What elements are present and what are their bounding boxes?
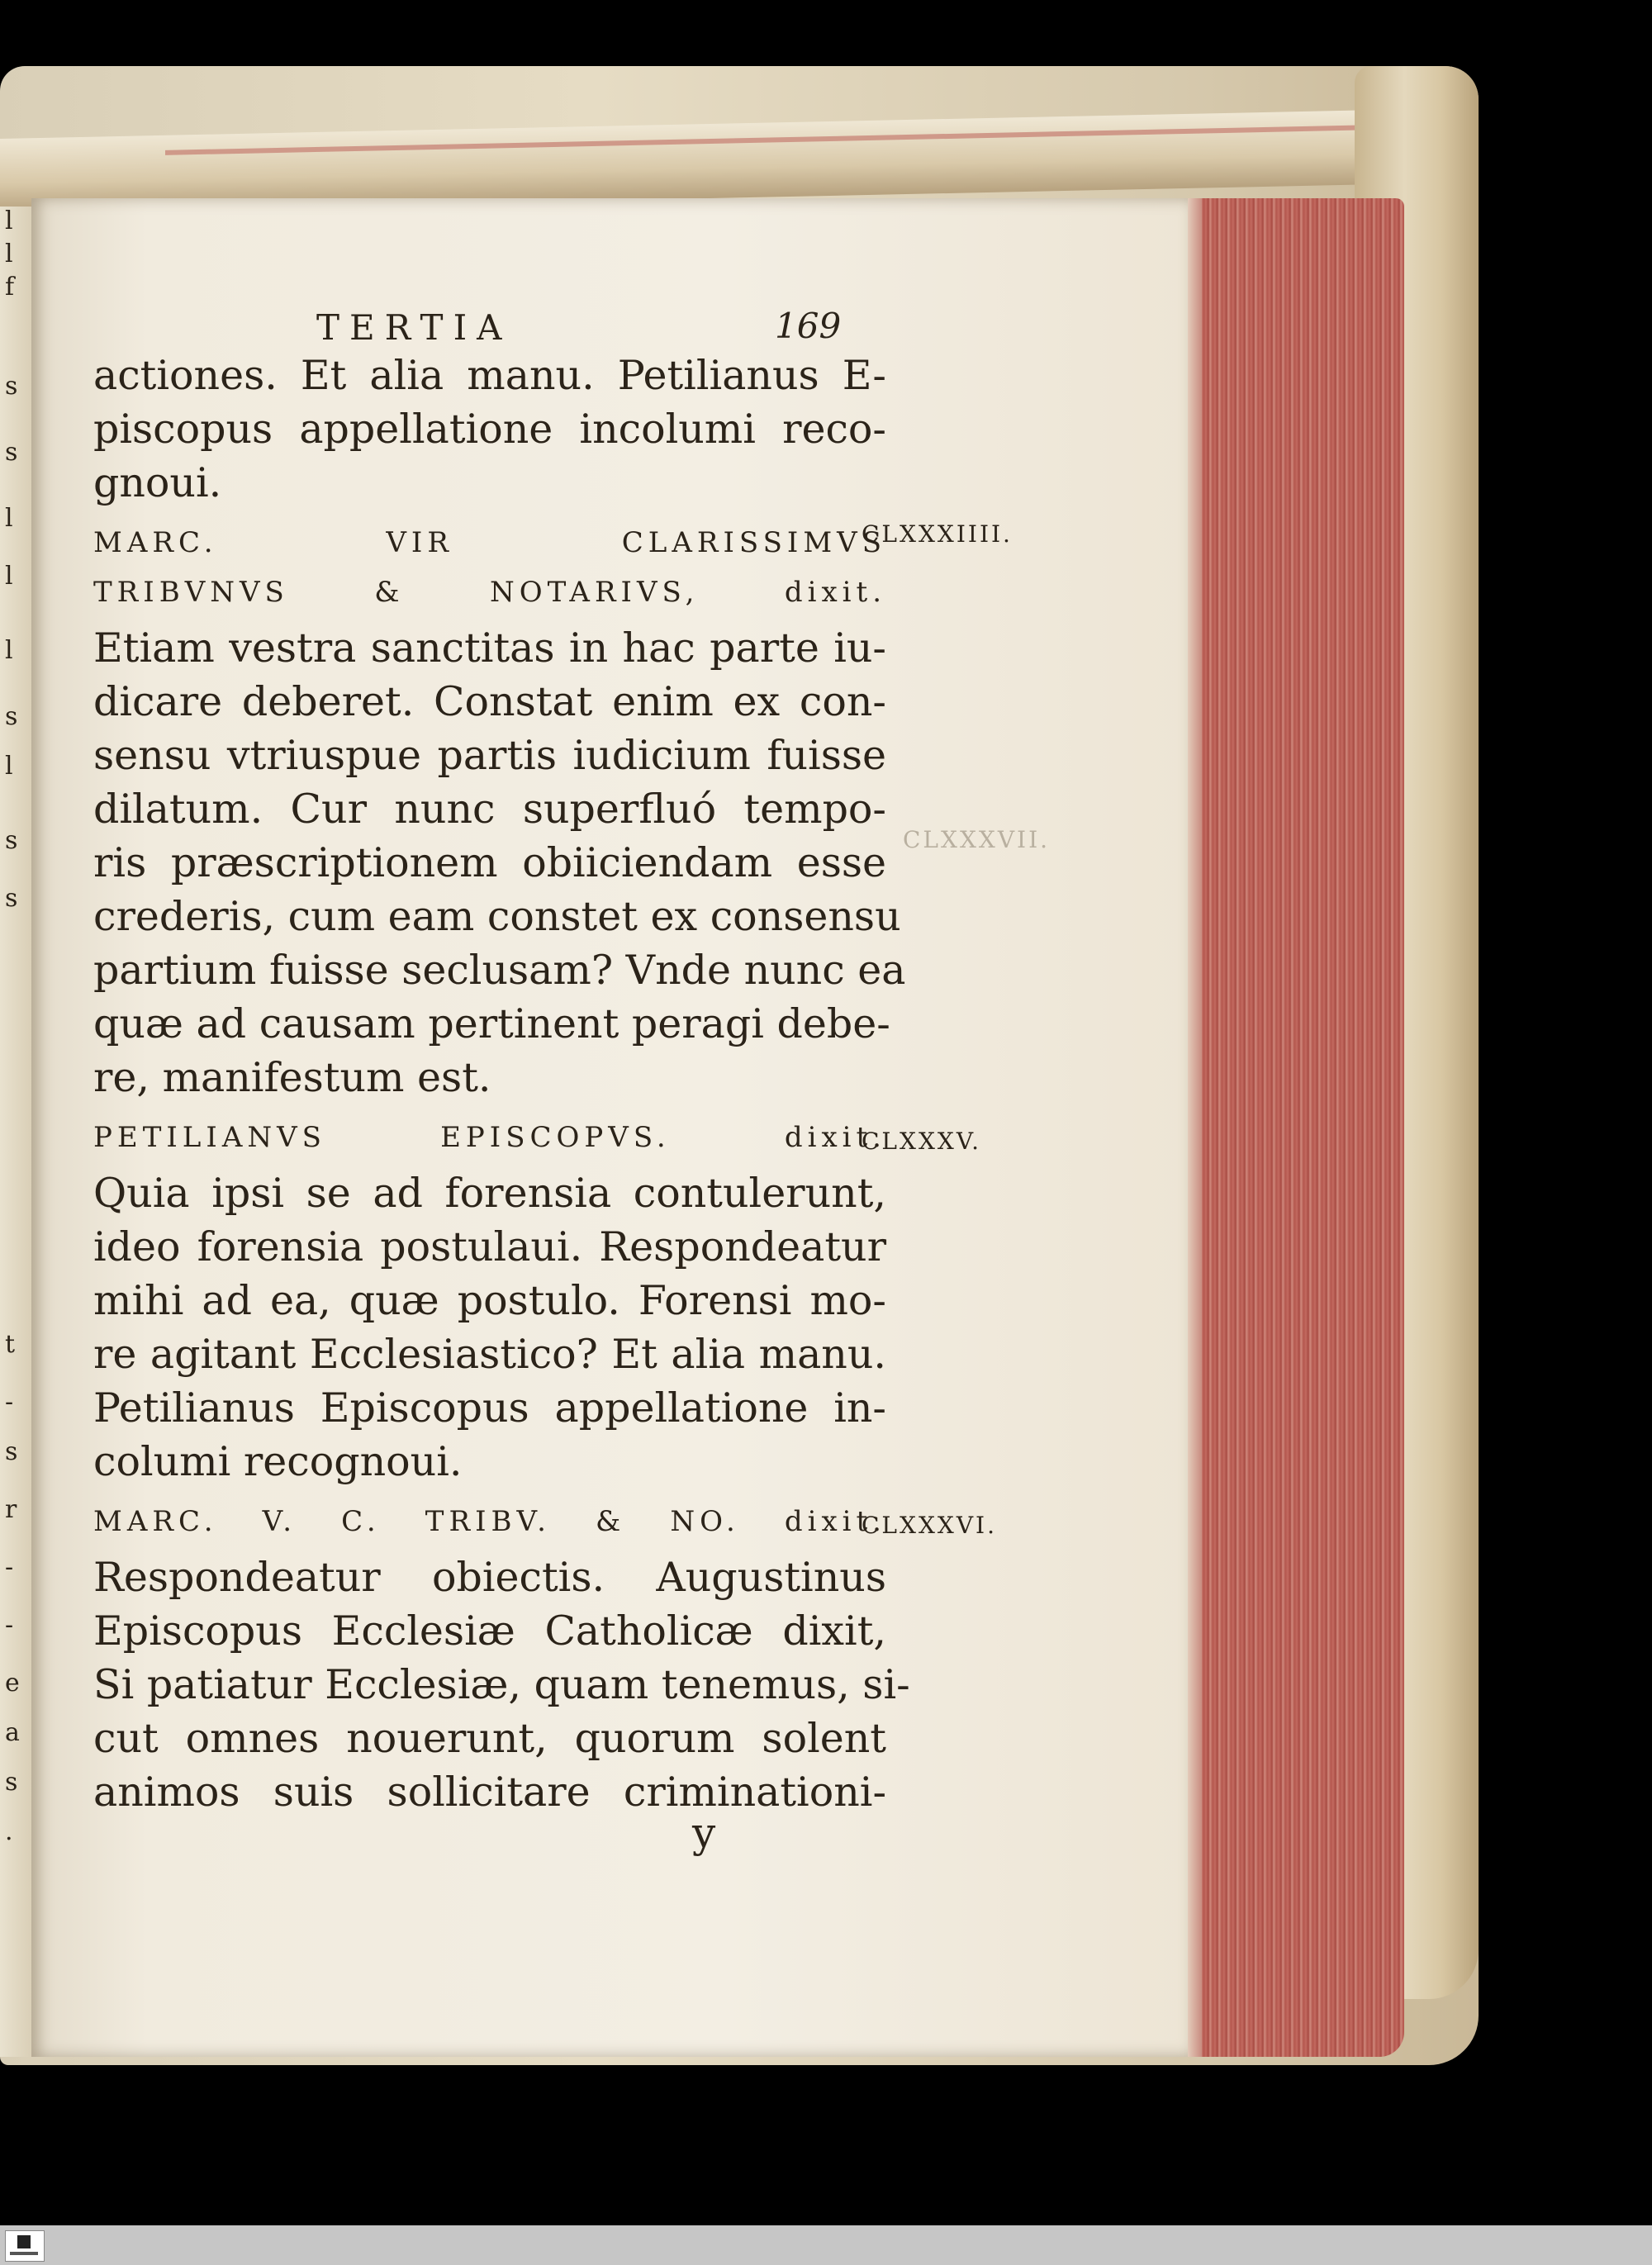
- red-page-edges: [1185, 198, 1404, 2057]
- left-page-char: -: [5, 1388, 14, 1417]
- left-page-char: a: [5, 1718, 20, 1747]
- text-line: ideo forensia postulaui. Respondeatur: [93, 1223, 886, 1270]
- page-number: 169: [775, 306, 842, 346]
- footer-bar: [0, 2225, 1652, 2265]
- speaker-line: MARC. VIR CLARISSIMVS: [93, 526, 886, 559]
- left-page-char: s: [5, 702, 18, 731]
- left-page-char: l: [5, 752, 13, 781]
- text-line: piscopus appellatione incolumi reco-: [93, 406, 886, 453]
- left-page-char: s: [5, 438, 18, 467]
- margin-note: CLXXXIIII.: [862, 520, 1013, 548]
- text-line: ris præscriptionem obiiciendam esse: [93, 839, 886, 886]
- text-line: quæ ad causam pertinent peragi debe-: [93, 1000, 890, 1047]
- text-line: dicare deberet. Constat enim ex con-: [93, 678, 886, 725]
- left-page-char: t: [5, 1330, 16, 1359]
- text-line: re agitant Ecclesiastico? Et alia manu.: [93, 1331, 886, 1378]
- left-page-char: s: [5, 1768, 18, 1797]
- catchword: y: [692, 1809, 716, 1857]
- text-line: animos suis sollicitare criminationi-: [93, 1769, 886, 1816]
- speaker-line: PETILIANVS EPISCOPVS. dixit.: [93, 1121, 886, 1154]
- running-head: TERTIA: [316, 307, 512, 348]
- left-page-char: l: [5, 562, 13, 591]
- margin-note-faint: CLXXXVII.: [903, 826, 1051, 853]
- left-page-char: l: [5, 240, 13, 268]
- left-page-char: s: [5, 1437, 18, 1466]
- text-line: actiones. Et alia manu. Petilianus E-: [93, 352, 886, 399]
- text-line: columi recognoui.: [93, 1438, 463, 1485]
- left-page-char: s: [5, 884, 18, 913]
- text-line: gnoui.: [93, 459, 222, 506]
- text-line: Respondeatur obiectis. Augustinus: [93, 1554, 886, 1601]
- text-line: crederis, cum eam constet ex consensu: [93, 893, 901, 940]
- left-page-char: e: [5, 1669, 20, 1698]
- text-line: partium fuisse seclusam? Vnde nunc ea: [93, 947, 906, 994]
- library-logo-icon: [5, 2230, 45, 2262]
- text-line: Si patiatur Ecclesiæ, quam tenemus, si-: [93, 1661, 910, 1708]
- left-page-char: r: [5, 1495, 17, 1524]
- text-line: mihi ad ea, quæ postulo. Forensi mo-: [93, 1277, 886, 1324]
- text-line: dilatum. Cur nunc superfluó tempo-: [93, 786, 886, 833]
- left-page-char: l: [5, 504, 13, 533]
- text-line: Petilianus Episcopus appellatione in-: [93, 1384, 886, 1432]
- text-line: Quia ipsi se ad forensia contulerunt,: [93, 1170, 886, 1217]
- left-page-char: l: [5, 207, 13, 235]
- text-line: Etiam vestra sanctitas in hac parte iu-: [93, 624, 886, 672]
- left-page-char: s: [5, 826, 18, 855]
- text-line: Episcopus Ecclesiæ Catholicæ dixit,: [93, 1607, 886, 1655]
- left-page-char: -: [5, 1611, 14, 1640]
- text-line: sensu vtriuspue partis iudicium fuisse: [93, 732, 886, 779]
- left-page-char: -: [5, 1553, 14, 1582]
- text-line: re, manifestum est.: [93, 1054, 491, 1101]
- left-page-char: .: [5, 1817, 13, 1846]
- speaker-line: MARC. V. C. TRIBV. & NO. dixit.: [93, 1505, 886, 1538]
- speaker-line: TRIBVNVS & NOTARIVS, dixit.: [93, 576, 886, 609]
- left-page-char: f: [5, 273, 15, 302]
- margin-note: CLXXXVI.: [862, 1512, 997, 1539]
- left-page-char: s: [5, 372, 18, 401]
- recto-page: [31, 198, 1188, 2057]
- text-line: cut omnes nouerunt, quorum solent: [93, 1715, 886, 1762]
- left-page-char: l: [5, 636, 13, 665]
- margin-note: CLXXXV.: [862, 1128, 982, 1155]
